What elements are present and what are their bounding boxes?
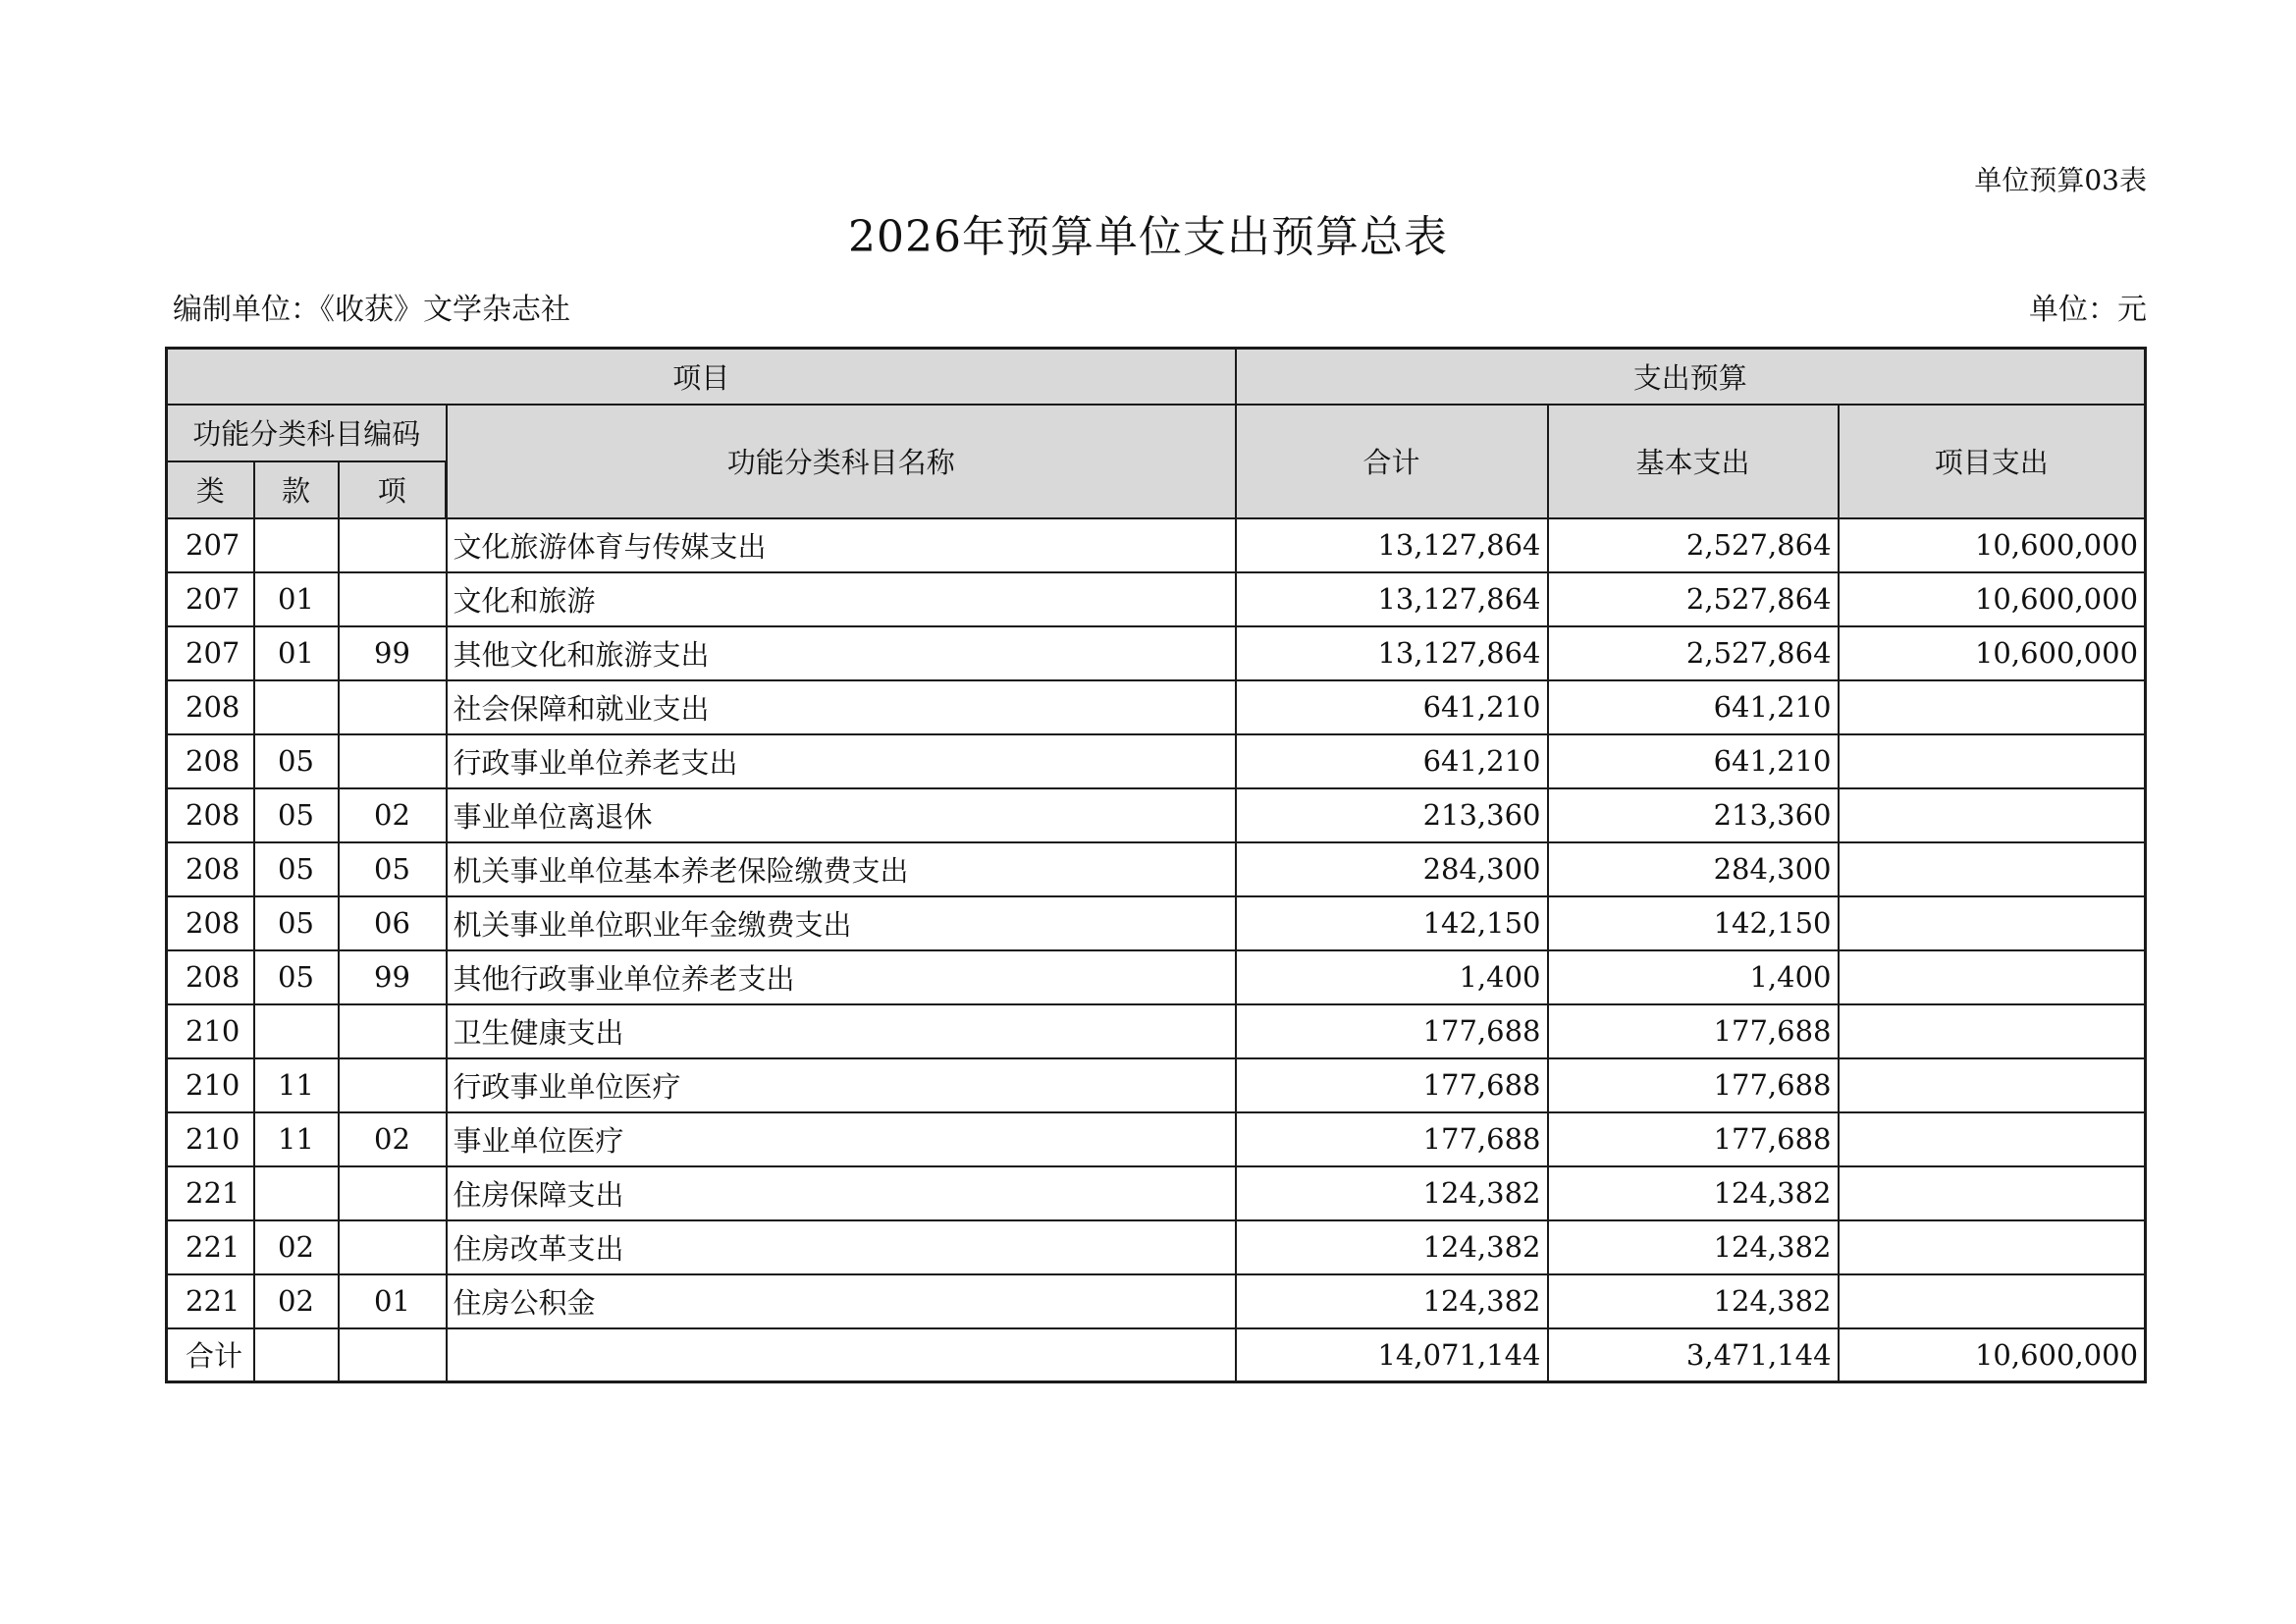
- cell-kuan: 05: [254, 896, 339, 950]
- cell-total: 177,688: [1236, 1112, 1548, 1166]
- cell-name: 事业单位医疗: [447, 1112, 1236, 1166]
- cell-total: 142,150: [1236, 896, 1548, 950]
- cell-basic: 1,400: [1548, 950, 1839, 1004]
- cell-basic: 177,688: [1548, 1058, 1839, 1112]
- cell-xiang: [339, 1004, 447, 1058]
- cell-kuan: 02: [254, 1274, 339, 1328]
- org-label: 编制单位：《收获》文学杂志社: [173, 293, 570, 327]
- cell-name: 社会保障和就业支出: [447, 680, 1236, 734]
- cell-total: 124,382: [1236, 1220, 1548, 1274]
- cell-lei: 208: [167, 896, 254, 950]
- cell-lei: 221: [167, 1220, 254, 1274]
- header-kuan: 款: [254, 461, 339, 518]
- cell-basic: 641,210: [1548, 734, 1839, 788]
- header-project: 项目: [167, 349, 1236, 405]
- cell-project: 10,600,000: [1839, 626, 2146, 680]
- cell-name: 文化旅游体育与传媒支出: [447, 518, 1236, 572]
- unit-label: 单位：元: [2029, 293, 2147, 327]
- header-lei: 类: [167, 461, 254, 518]
- cell-lei: 207: [167, 626, 254, 680]
- cell-total: 177,688: [1236, 1058, 1548, 1112]
- cell-basic: 142,150: [1548, 896, 1839, 950]
- form-number: 单位预算03表: [1974, 164, 2147, 196]
- cell-project: [1839, 734, 2146, 788]
- cell-total: 1,400: [1236, 950, 1548, 1004]
- cell-lei: 207: [167, 518, 254, 572]
- cell-name: 其他行政事业单位养老支出: [447, 950, 1236, 1004]
- cell-name: [447, 1328, 1236, 1382]
- table-row: [167, 1166, 2146, 1220]
- table-row: [167, 1058, 2146, 1112]
- cell-lei: 221: [167, 1274, 254, 1328]
- cell-project: [1839, 788, 2146, 842]
- budget-table: [165, 347, 2147, 1383]
- cell-basic: 2,527,864: [1548, 572, 1839, 626]
- cell-kuan: 05: [254, 842, 339, 896]
- cell-name: 行政事业单位医疗: [447, 1058, 1236, 1112]
- cell-xiang: 99: [339, 950, 447, 1004]
- cell-name: 文化和旅游: [447, 572, 1236, 626]
- cell-project: [1839, 680, 2146, 734]
- cell-name: 住房改革支出: [447, 1220, 1236, 1274]
- cell-xiang: [339, 1220, 447, 1274]
- table-row: [167, 1112, 2146, 1166]
- header-budget: 支出预算: [1236, 349, 2146, 405]
- cell-project: [1839, 896, 2146, 950]
- table-row: [167, 1220, 2146, 1274]
- cell-name: 住房公积金: [447, 1274, 1236, 1328]
- table-row: [167, 788, 2146, 842]
- total-row: [167, 1328, 2146, 1382]
- cell-total: 213,360: [1236, 788, 1548, 842]
- table-body: [167, 518, 2146, 1382]
- cell-project: [1839, 1112, 2146, 1166]
- header-project-exp: 项目支出: [1839, 405, 2146, 518]
- cell-xiang: [339, 1166, 447, 1220]
- cell-total: 641,210: [1236, 734, 1548, 788]
- cell-kuan: 05: [254, 950, 339, 1004]
- cell-kuan: [254, 1328, 339, 1382]
- cell-name: 行政事业单位养老支出: [447, 734, 1236, 788]
- cell-xiang: [339, 680, 447, 734]
- cell-xiang: 99: [339, 626, 447, 680]
- cell-name: 机关事业单位基本养老保险缴费支出: [447, 842, 1236, 896]
- cell-lei: 221: [167, 1166, 254, 1220]
- cell-kuan: [254, 1166, 339, 1220]
- cell-lei: 208: [167, 734, 254, 788]
- cell-project: 10,600,000: [1839, 572, 2146, 626]
- cell-name: 事业单位离退休: [447, 788, 1236, 842]
- cell-project: [1839, 1058, 2146, 1112]
- cell-name: 卫生健康支出: [447, 1004, 1236, 1058]
- cell-lei: 207: [167, 572, 254, 626]
- cell-basic: 124,382: [1548, 1274, 1839, 1328]
- cell-total: 641,210: [1236, 680, 1548, 734]
- table-row: [167, 626, 2146, 680]
- cell-total: 13,127,864: [1236, 518, 1548, 572]
- cell-lei: 208: [167, 842, 254, 896]
- header-name: 功能分类科目名称: [447, 405, 1236, 518]
- table-row: [167, 896, 2146, 950]
- cell-name: 住房保障支出: [447, 1166, 1236, 1220]
- cell-total: 177,688: [1236, 1004, 1548, 1058]
- cell-basic: 177,688: [1548, 1112, 1839, 1166]
- cell-basic: 3,471,144: [1548, 1328, 1839, 1382]
- cell-kuan: [254, 518, 339, 572]
- cell-kuan: 05: [254, 788, 339, 842]
- table-row: [167, 950, 2146, 1004]
- cell-basic: 124,382: [1548, 1166, 1839, 1220]
- cell-lei: 208: [167, 950, 254, 1004]
- cell-xiang: 06: [339, 896, 447, 950]
- cell-project: [1839, 950, 2146, 1004]
- header-basic: 基本支出: [1548, 405, 1839, 518]
- cell-xiang: [339, 572, 447, 626]
- cell-project: [1839, 1004, 2146, 1058]
- cell-lei: 208: [167, 788, 254, 842]
- cell-project: [1839, 1220, 2146, 1274]
- cell-basic: 2,527,864: [1548, 626, 1839, 680]
- cell-project: 10,600,000: [1839, 518, 2146, 572]
- cell-kuan: 11: [254, 1112, 339, 1166]
- cell-lei: 210: [167, 1004, 254, 1058]
- cell-project: 10,600,000: [1839, 1328, 2146, 1382]
- cell-basic: 124,382: [1548, 1220, 1839, 1274]
- cell-total: 284,300: [1236, 842, 1548, 896]
- cell-xiang: 02: [339, 1112, 447, 1166]
- cell-basic: 177,688: [1548, 1004, 1839, 1058]
- table-row: [167, 1274, 2146, 1328]
- cell-project: [1839, 1274, 2146, 1328]
- cell-lei: 合计: [167, 1328, 254, 1382]
- cell-lei: 208: [167, 680, 254, 734]
- table-row: [167, 734, 2146, 788]
- cell-basic: 284,300: [1548, 842, 1839, 896]
- header-xiang: 项: [339, 461, 447, 518]
- cell-xiang: [339, 734, 447, 788]
- cell-kuan: [254, 680, 339, 734]
- table-row: [167, 572, 2146, 626]
- cell-basic: 2,527,864: [1548, 518, 1839, 572]
- cell-basic: 213,360: [1548, 788, 1839, 842]
- cell-project: [1839, 1166, 2146, 1220]
- cell-kuan: 02: [254, 1220, 339, 1274]
- cell-name: 机关事业单位职业年金缴费支出: [447, 896, 1236, 950]
- header-code-group: 功能分类科目编码: [167, 405, 447, 461]
- cell-xiang: [339, 518, 447, 572]
- cell-kuan: 01: [254, 572, 339, 626]
- cell-basic: 641,210: [1548, 680, 1839, 734]
- cell-kuan: 05: [254, 734, 339, 788]
- cell-name: 其他文化和旅游支出: [447, 626, 1236, 680]
- cell-total: 13,127,864: [1236, 626, 1548, 680]
- table-row: [167, 518, 2146, 572]
- cell-project: [1839, 842, 2146, 896]
- page-title: 2026年预算单位支出预算总表: [848, 212, 1448, 262]
- table-row: [167, 680, 2146, 734]
- header-total: 合计: [1236, 405, 1548, 518]
- cell-kuan: [254, 1004, 339, 1058]
- cell-xiang: [339, 1058, 447, 1112]
- cell-xiang: 01: [339, 1274, 447, 1328]
- cell-lei: 210: [167, 1112, 254, 1166]
- table-row: [167, 842, 2146, 896]
- cell-lei: 210: [167, 1058, 254, 1112]
- cell-total: 124,382: [1236, 1274, 1548, 1328]
- cell-kuan: 01: [254, 626, 339, 680]
- cell-total: 13,127,864: [1236, 572, 1548, 626]
- cell-xiang: 02: [339, 788, 447, 842]
- cell-kuan: 11: [254, 1058, 339, 1112]
- cell-xiang: 05: [339, 842, 447, 896]
- cell-total: 14,071,144: [1236, 1328, 1548, 1382]
- cell-total: 124,382: [1236, 1166, 1548, 1220]
- table-row: [167, 1004, 2146, 1058]
- cell-xiang: [339, 1328, 447, 1382]
